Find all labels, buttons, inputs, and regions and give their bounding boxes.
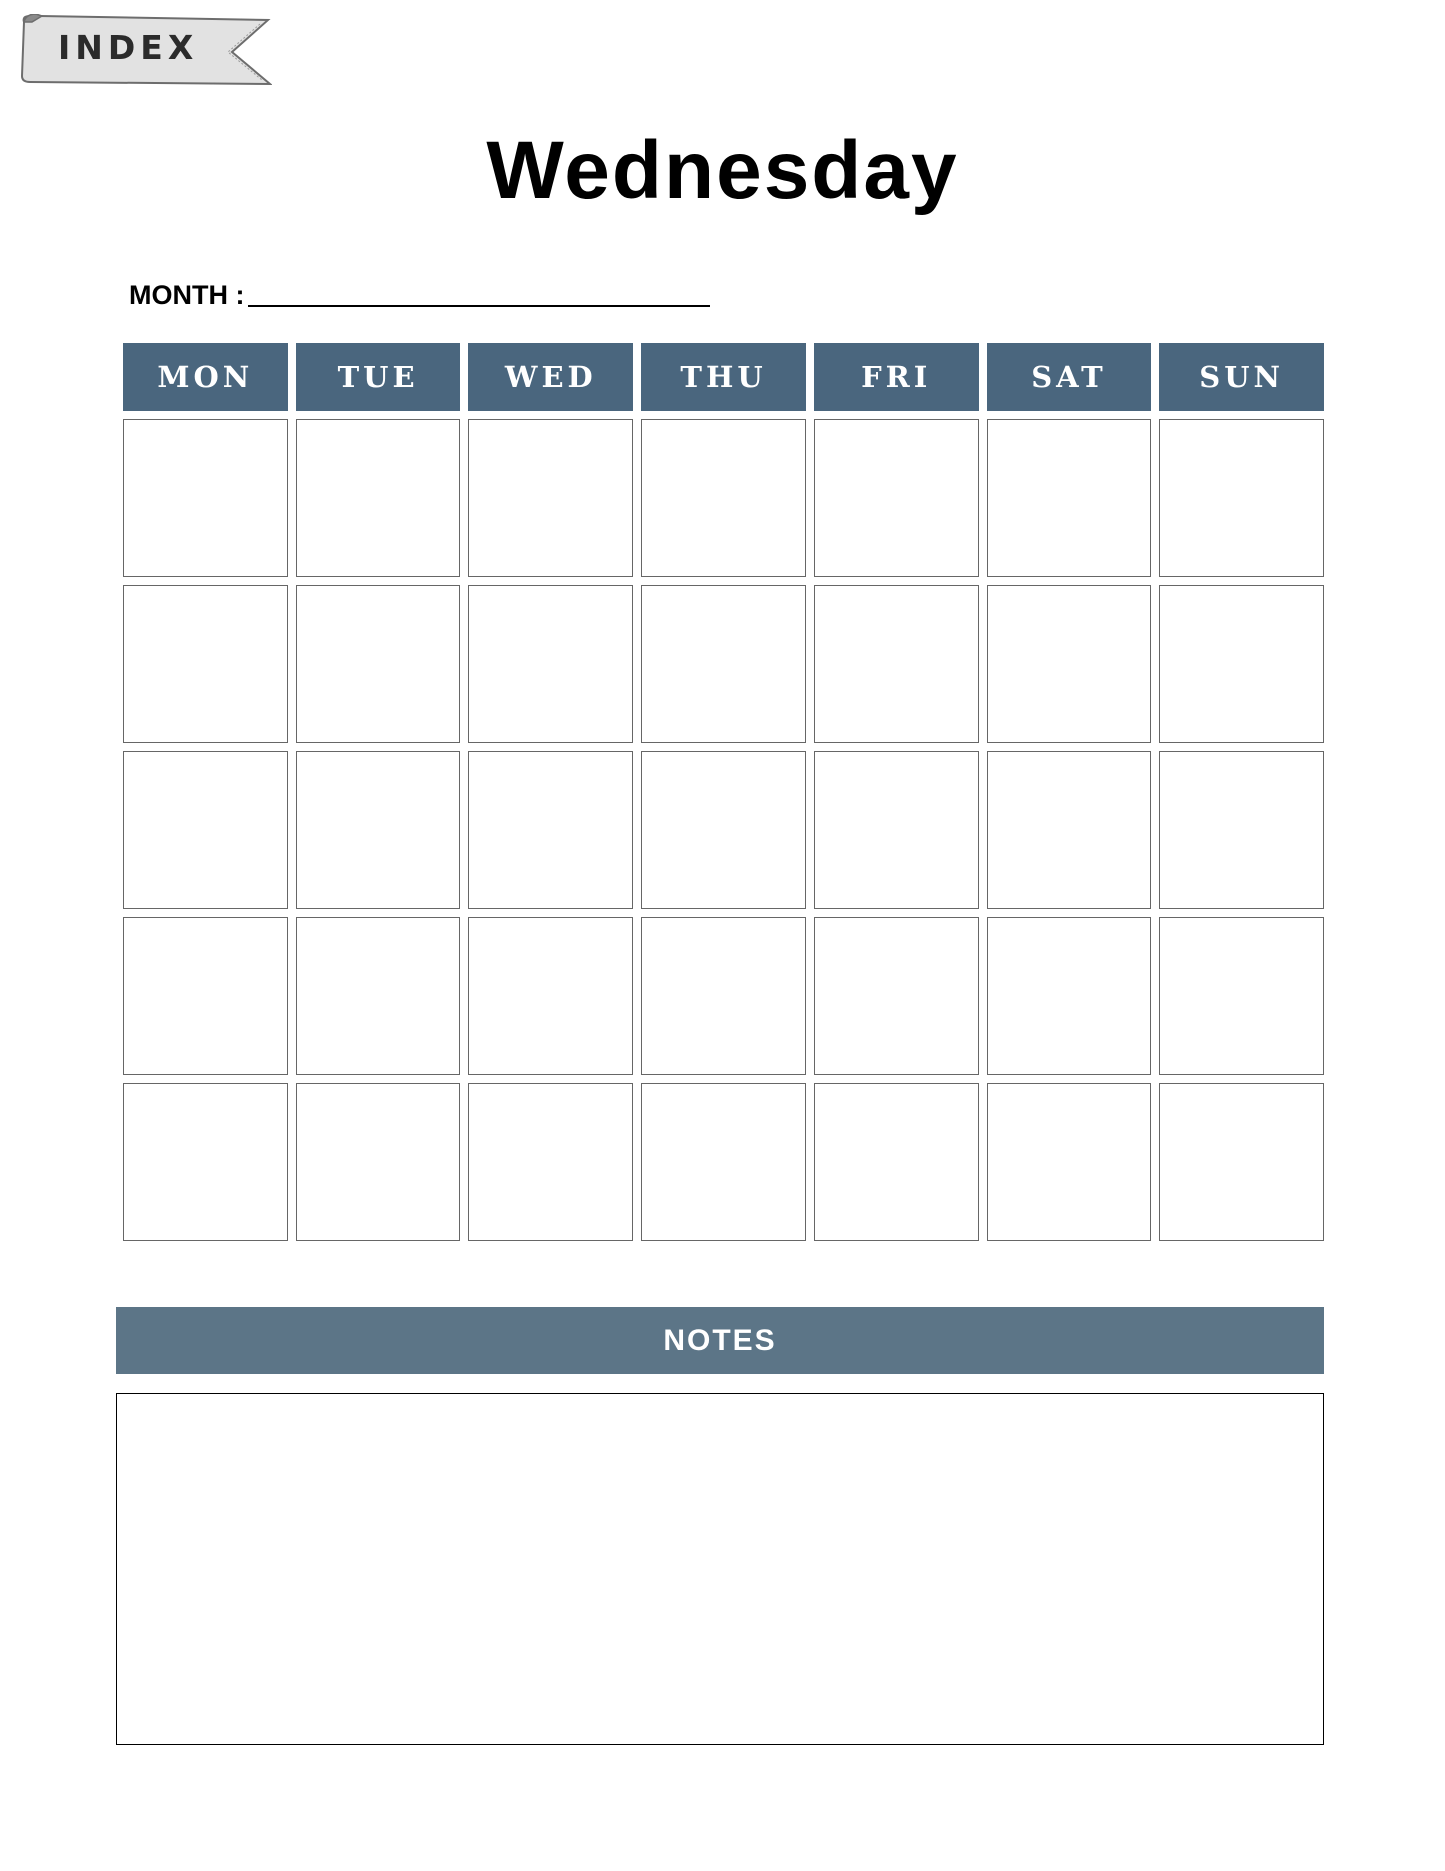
notes-area[interactable] <box>116 1393 1324 1745</box>
calendar-day-cell[interactable] <box>1159 419 1324 577</box>
calendar-day-cell[interactable] <box>123 585 288 743</box>
calendar-day-cell[interactable] <box>814 751 979 909</box>
calendar-day-cell[interactable] <box>987 585 1152 743</box>
index-tab-button[interactable] <box>20 14 272 88</box>
calendar-day-cell[interactable] <box>296 419 461 577</box>
index-tab-label: INDEX <box>58 28 199 67</box>
month-field-row <box>129 280 710 311</box>
calendar-week-row <box>123 917 1324 1075</box>
weekday-header-thu: THU <box>641 343 806 411</box>
calendar-day-cell[interactable] <box>814 917 979 1075</box>
page-title: Wednesday <box>486 125 959 216</box>
calendar-day-cell[interactable] <box>1159 751 1324 909</box>
calendar-day-cell[interactable] <box>641 585 806 743</box>
calendar-day-cell[interactable] <box>814 585 979 743</box>
calendar-day-cell[interactable] <box>296 585 461 743</box>
calendar-day-cell[interactable] <box>987 917 1152 1075</box>
weekday-header-fri: FRI <box>814 343 979 411</box>
calendar-day-cell[interactable] <box>468 585 633 743</box>
calendar-day-cell[interactable] <box>123 419 288 577</box>
calendar-week-row <box>123 585 1324 743</box>
month-label: MONTH : <box>129 280 245 310</box>
calendar-day-cell[interactable] <box>987 1083 1152 1241</box>
calendar-day-cell[interactable] <box>296 751 461 909</box>
calendar-day-cell[interactable] <box>987 419 1152 577</box>
calendar-day-cell[interactable] <box>468 1083 633 1241</box>
calendar-day-cell[interactable] <box>123 1083 288 1241</box>
weekday-header-tue: TUE <box>296 343 461 411</box>
weekday-header-sun: SUN <box>1159 343 1324 411</box>
weekday-header-wed: WED <box>468 343 633 411</box>
calendar-grid <box>123 343 1324 1241</box>
calendar-day-cell[interactable] <box>987 751 1152 909</box>
calendar-day-cell[interactable] <box>296 917 461 1075</box>
calendar-day-cell[interactable] <box>641 419 806 577</box>
calendar-day-cell[interactable] <box>468 419 633 577</box>
notes-header: NOTES <box>116 1307 1324 1374</box>
calendar-week-row <box>123 419 1324 577</box>
calendar-day-cell[interactable] <box>296 1083 461 1241</box>
calendar-day-cell[interactable] <box>814 1083 979 1241</box>
calendar-day-cell[interactable] <box>1159 1083 1324 1241</box>
month-input-line[interactable] <box>248 285 710 307</box>
calendar-week-row <box>123 751 1324 909</box>
calendar-day-cell[interactable] <box>1159 917 1324 1075</box>
calendar-day-cell[interactable] <box>1159 585 1324 743</box>
calendar-day-cell[interactable] <box>468 917 633 1075</box>
weekday-header-row <box>123 343 1324 411</box>
calendar-day-cell[interactable] <box>641 1083 806 1241</box>
calendar-day-cell[interactable] <box>123 751 288 909</box>
calendar-weeks <box>123 419 1324 1241</box>
calendar-day-cell[interactable] <box>641 751 806 909</box>
calendar-day-cell[interactable] <box>641 917 806 1075</box>
calendar-day-cell[interactable] <box>468 751 633 909</box>
calendar-week-row <box>123 1083 1324 1241</box>
weekday-header-mon: MON <box>123 343 288 411</box>
calendar-day-cell[interactable] <box>123 917 288 1075</box>
calendar-day-cell[interactable] <box>814 419 979 577</box>
weekday-header-sat: SAT <box>987 343 1152 411</box>
